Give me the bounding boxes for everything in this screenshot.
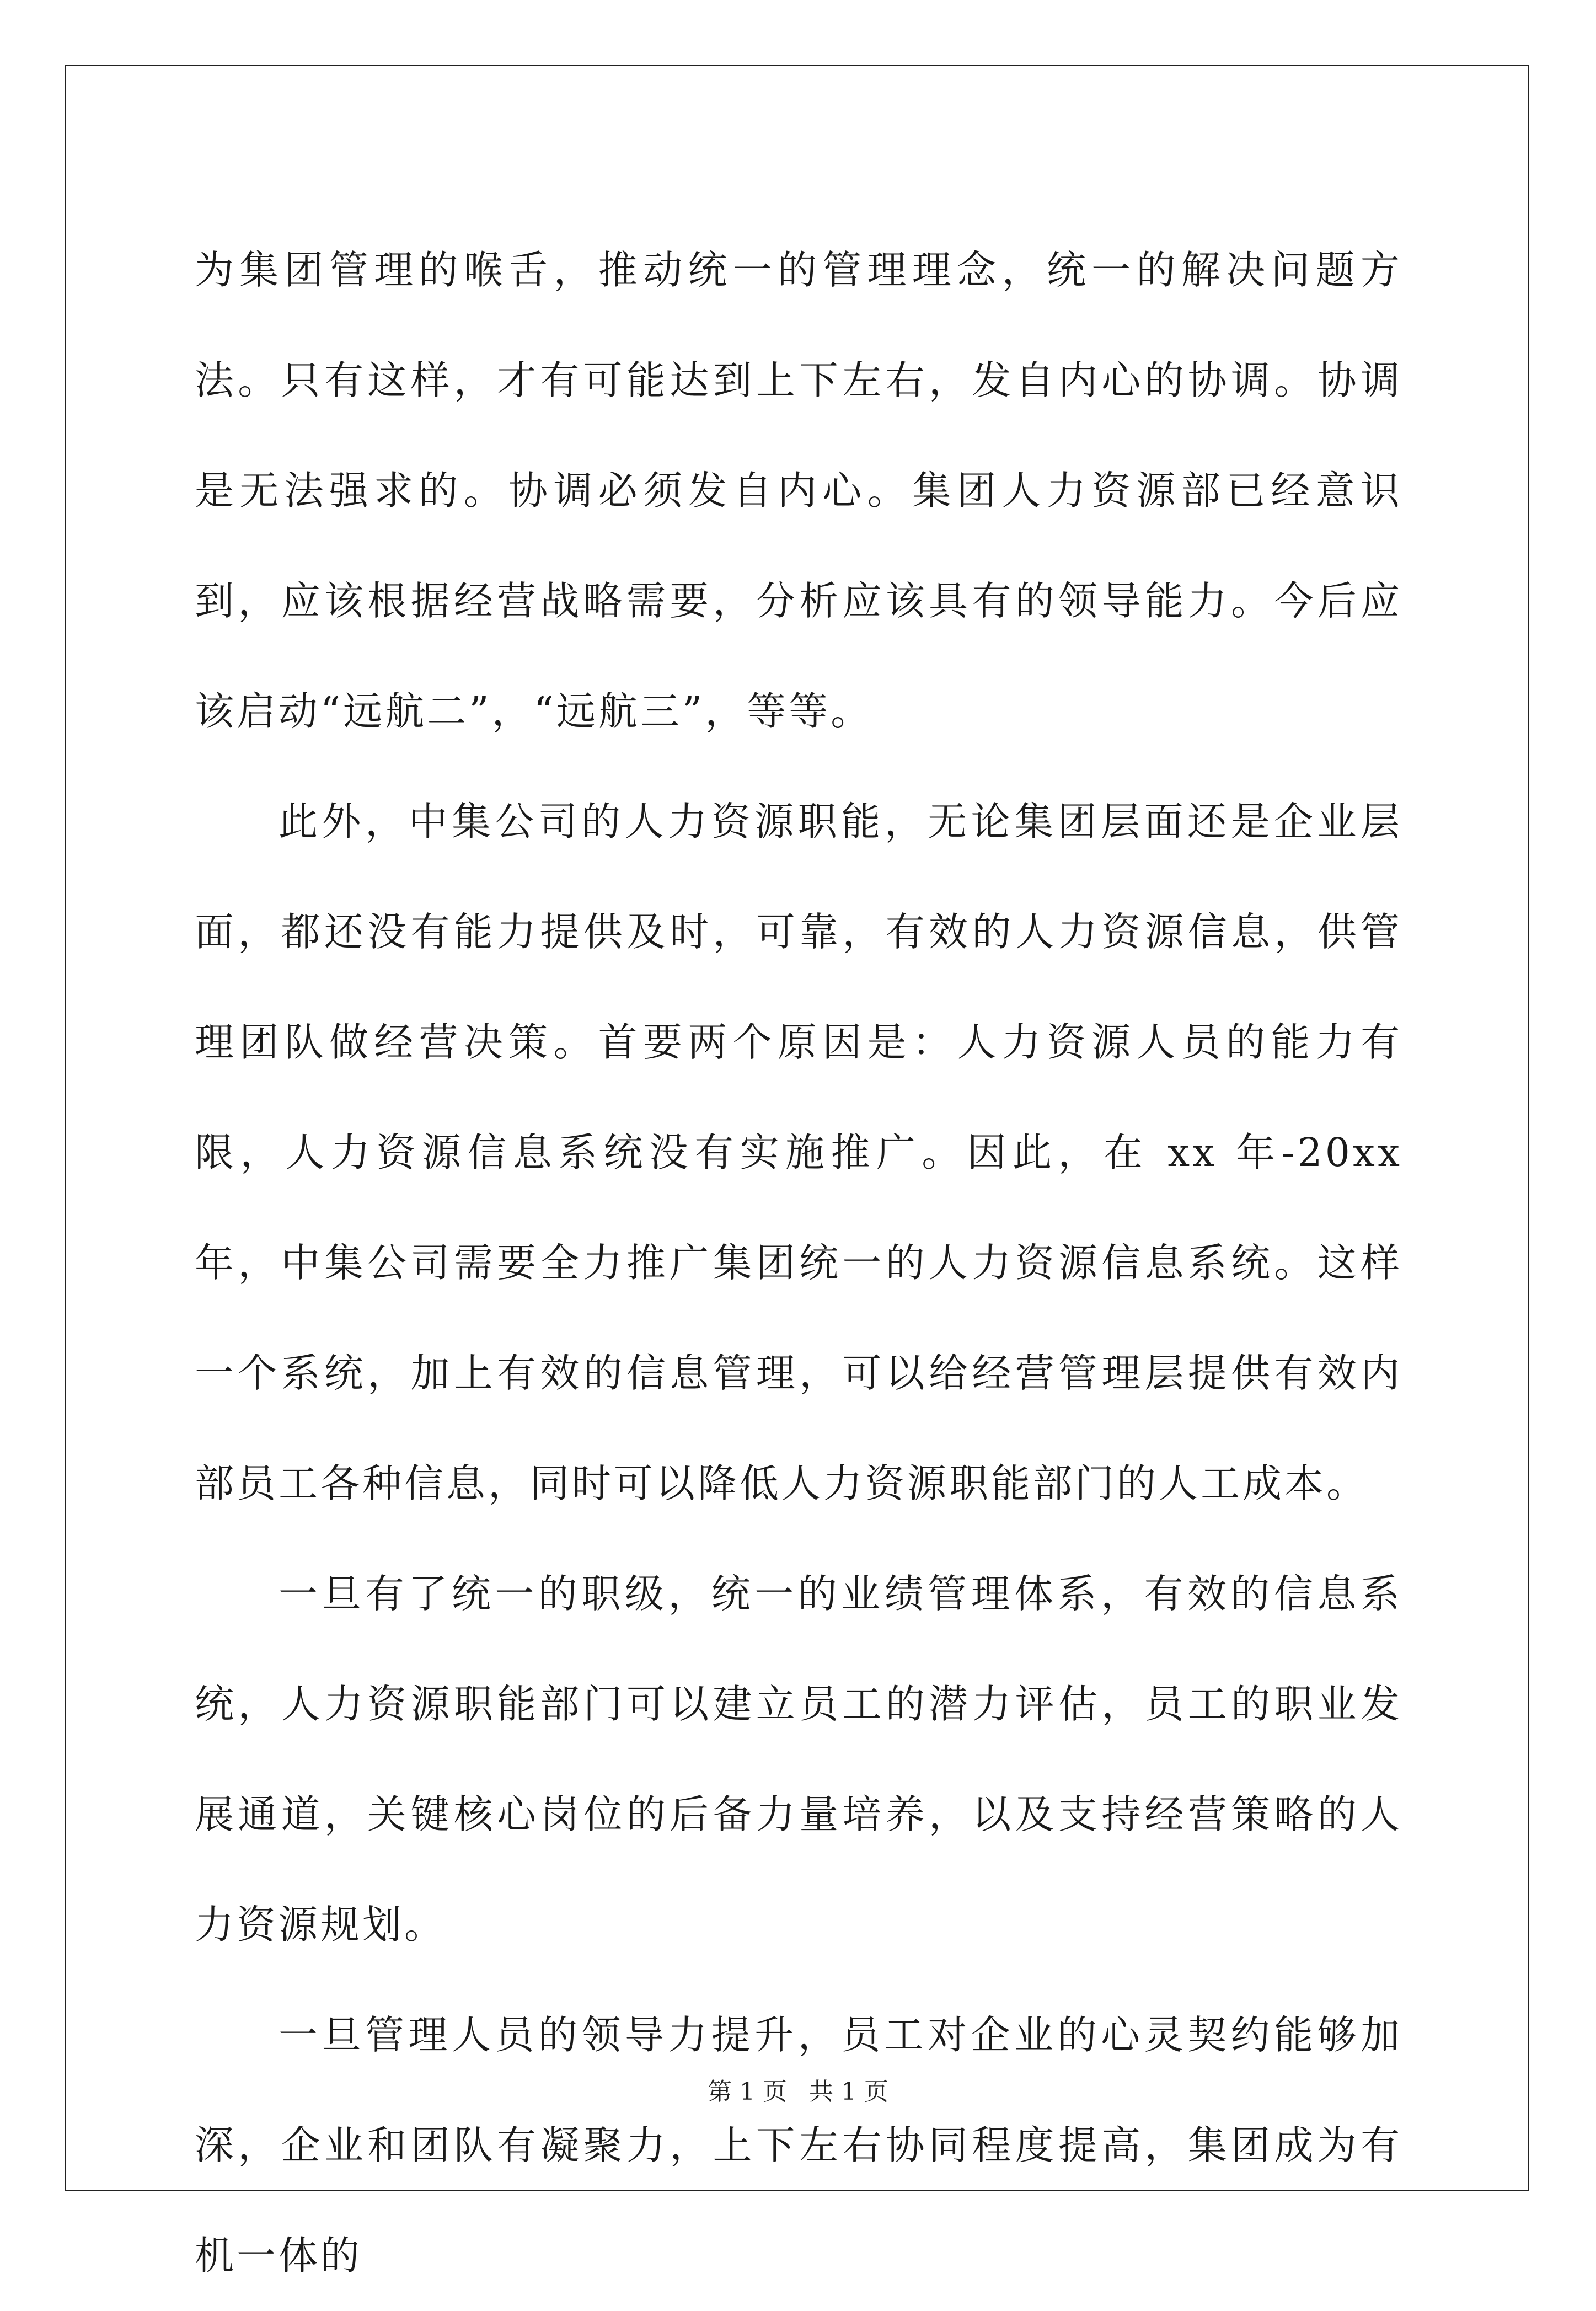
page-footer [0, 2075, 1596, 2109]
paragraph-continued: 为集团管理的喉舌，推动统一的管理理念，统一的解决问题方法。只有这样，才有可能达到上下左右，发自内心的协调。协调是无法强求的。协调必须发自内心。集团人力资源部已经意识到，应该根据经营战略需要，分析应该具有的领导能力。今后应该启动“远航二”，“远航三”，等等。 [195, 247, 1402, 734]
page-total: 共 1 页 [809, 2078, 888, 2106]
document-body [195, 215, 1402, 2311]
paragraph-leadership: 一旦管理人员的领导力提升，员工对企业的心灵契约能够加深，企业和团队有凝聚力，上下左右协同程度提高，集团成为有机一体的 [195, 2012, 1402, 2278]
paragraph-hr-information: 此外，中集公司的人力资源职能，无论集团层面还是企业层面，都还没有能力提供及时，可靠，有效的人力资源信息，供管理团队做经营决策。首要两个原因是：人力资源人员的能力有限，人力资源信息系统没有实施推广。因此，在 xx 年-20xx 年，中集公司需要全力推广集团统一的人力资源信息系统。这样一个系统，加上有效的信息管理，可以给经营管理层提供有效内部员工各种信息，同时可以降低人力资源职能部门的人工成本。 [195, 799, 1402, 1506]
paragraph-unified-grades: 一旦有了统一的职级，统一的业绩管理体系，有效的信息系统，人力资源职能部门可以建立员工的潜力评估，员工的职业发展通道，关键核心岗位的后备力量培养，以及支持经营策略的人力资源规划。 [195, 1571, 1402, 1948]
page-number: 第 1 页 [708, 2078, 787, 2106]
